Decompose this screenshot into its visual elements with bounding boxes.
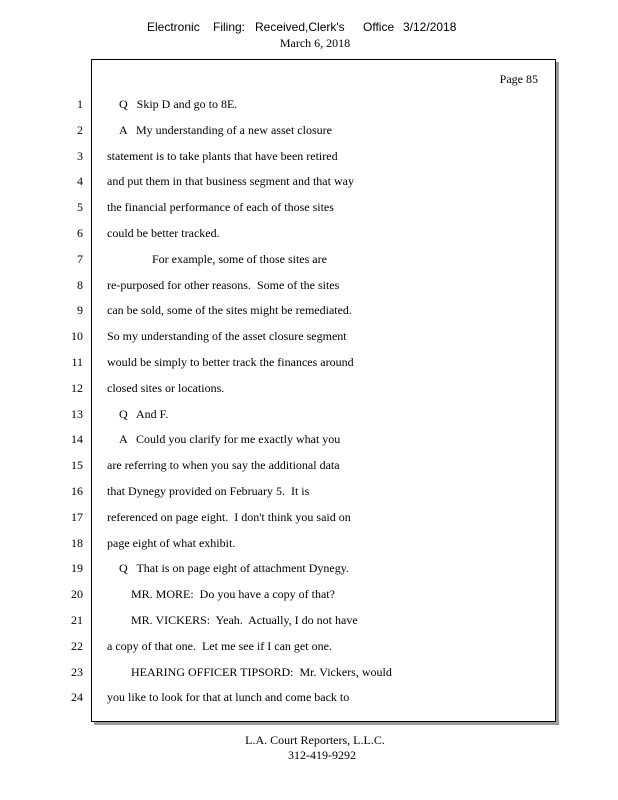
transcript-line bbox=[0, 406, 618, 422]
transcript-line bbox=[0, 251, 618, 267]
line-number: 7 bbox=[77, 252, 83, 266]
line-number: 9 bbox=[77, 303, 83, 317]
line-text: and put them in that business segment and that way bbox=[107, 174, 354, 188]
transcript-line bbox=[0, 96, 618, 112]
line-text: referenced on page eight. I don't think you said on bbox=[107, 510, 351, 524]
transcript-line bbox=[0, 586, 618, 602]
line-text: would be simply to better track the finances around bbox=[107, 355, 354, 369]
line-text: MR. VICKERS: Yeah. Actually, I do not have bbox=[131, 613, 358, 627]
line-text: could be better tracked. bbox=[107, 226, 220, 240]
line-number: 1 bbox=[77, 97, 83, 111]
line-text: A My understanding of a new asset closure bbox=[119, 123, 332, 137]
filing-word: Office bbox=[363, 20, 395, 34]
line-text: HEARING OFFICER TIPSORD: Mr. Vickers, would bbox=[131, 665, 392, 679]
line-number: 15 bbox=[71, 458, 83, 472]
transcript-line bbox=[0, 354, 618, 370]
line-text: can be sold, some of the sites might be remediated. bbox=[107, 303, 352, 317]
transcript-line bbox=[0, 457, 618, 473]
transcript-line bbox=[0, 535, 618, 551]
transcript-line bbox=[0, 199, 618, 215]
line-text: are referring to when you say the additional data bbox=[107, 458, 340, 472]
line-text: Q And F. bbox=[119, 407, 169, 421]
transcript-line bbox=[0, 431, 618, 447]
line-text: MR. MORE: Do you have a copy of that? bbox=[131, 587, 335, 601]
line-number: 23 bbox=[71, 665, 83, 679]
filing-word: Filing: bbox=[213, 20, 246, 34]
hearing-date: March 6, 2018 bbox=[279, 36, 351, 50]
reporter-company: L.A. Court Reporters, L.L.C. bbox=[245, 733, 385, 747]
line-number: 5 bbox=[77, 200, 83, 214]
transcript-line bbox=[0, 638, 618, 654]
line-number: 20 bbox=[71, 587, 83, 601]
line-number: 11 bbox=[71, 355, 83, 369]
filing-word: Electronic bbox=[147, 20, 200, 34]
transcript-line bbox=[0, 328, 618, 344]
line-number: 17 bbox=[71, 510, 83, 524]
line-text: that Dynegy provided on February 5. It is bbox=[107, 484, 310, 498]
line-number: 18 bbox=[71, 536, 83, 550]
line-text: page eight of what exhibit. bbox=[107, 536, 236, 550]
line-text: a copy of that one. Let me see if I can get one. bbox=[107, 639, 332, 653]
line-number: 4 bbox=[77, 174, 83, 188]
transcript-line bbox=[0, 277, 618, 293]
line-number: 16 bbox=[71, 484, 83, 498]
line-text: closed sites or locations. bbox=[107, 381, 225, 395]
line-text: For example, some of those sites are bbox=[152, 252, 327, 266]
line-number: 6 bbox=[77, 226, 83, 240]
line-text: you like to look for that at lunch and come back to bbox=[107, 690, 350, 704]
filing-word: 3/12/2018 bbox=[403, 20, 457, 34]
transcript-line bbox=[0, 509, 618, 525]
line-number: 14 bbox=[71, 432, 83, 446]
line-number: 21 bbox=[71, 613, 83, 627]
transcript-line bbox=[0, 483, 618, 499]
line-text: re-purposed for other reasons. Some of the sites bbox=[107, 278, 340, 292]
line-number: 24 bbox=[71, 690, 83, 704]
transcript-line bbox=[0, 148, 618, 164]
transcript-line bbox=[0, 664, 618, 680]
line-number: 12 bbox=[71, 381, 83, 395]
transcript-line bbox=[0, 173, 618, 189]
reporter-phone: 312-419-9292 bbox=[288, 748, 356, 762]
line-number: 8 bbox=[77, 278, 83, 292]
line-text: Q Skip D and go to 8E. bbox=[119, 97, 238, 111]
transcript-line bbox=[0, 380, 618, 396]
line-text: the financial performance of each of those sites bbox=[107, 200, 334, 214]
line-number: 3 bbox=[77, 149, 83, 163]
line-number: 13 bbox=[71, 407, 83, 421]
line-text: A Could you clarify for me exactly what you bbox=[119, 432, 341, 446]
transcript-line bbox=[0, 560, 618, 576]
transcript-line bbox=[0, 122, 618, 138]
transcript-line bbox=[0, 689, 618, 705]
transcript-line bbox=[0, 612, 618, 628]
line-number: 19 bbox=[71, 561, 83, 575]
line-text: statement is to take plants that have been retired bbox=[107, 149, 338, 163]
line-number: 10 bbox=[71, 329, 83, 343]
line-number: 2 bbox=[77, 123, 83, 137]
line-text: Q That is on page eight of attachment Dynegy. bbox=[119, 561, 349, 575]
line-number: 22 bbox=[71, 639, 83, 653]
filing-word: Received,Clerk's bbox=[255, 20, 345, 34]
line-text: So my understanding of the asset closure segment bbox=[107, 329, 347, 343]
transcript-line bbox=[0, 225, 618, 241]
transcript-line bbox=[0, 302, 618, 318]
page-number: Page 85 bbox=[499, 72, 538, 86]
